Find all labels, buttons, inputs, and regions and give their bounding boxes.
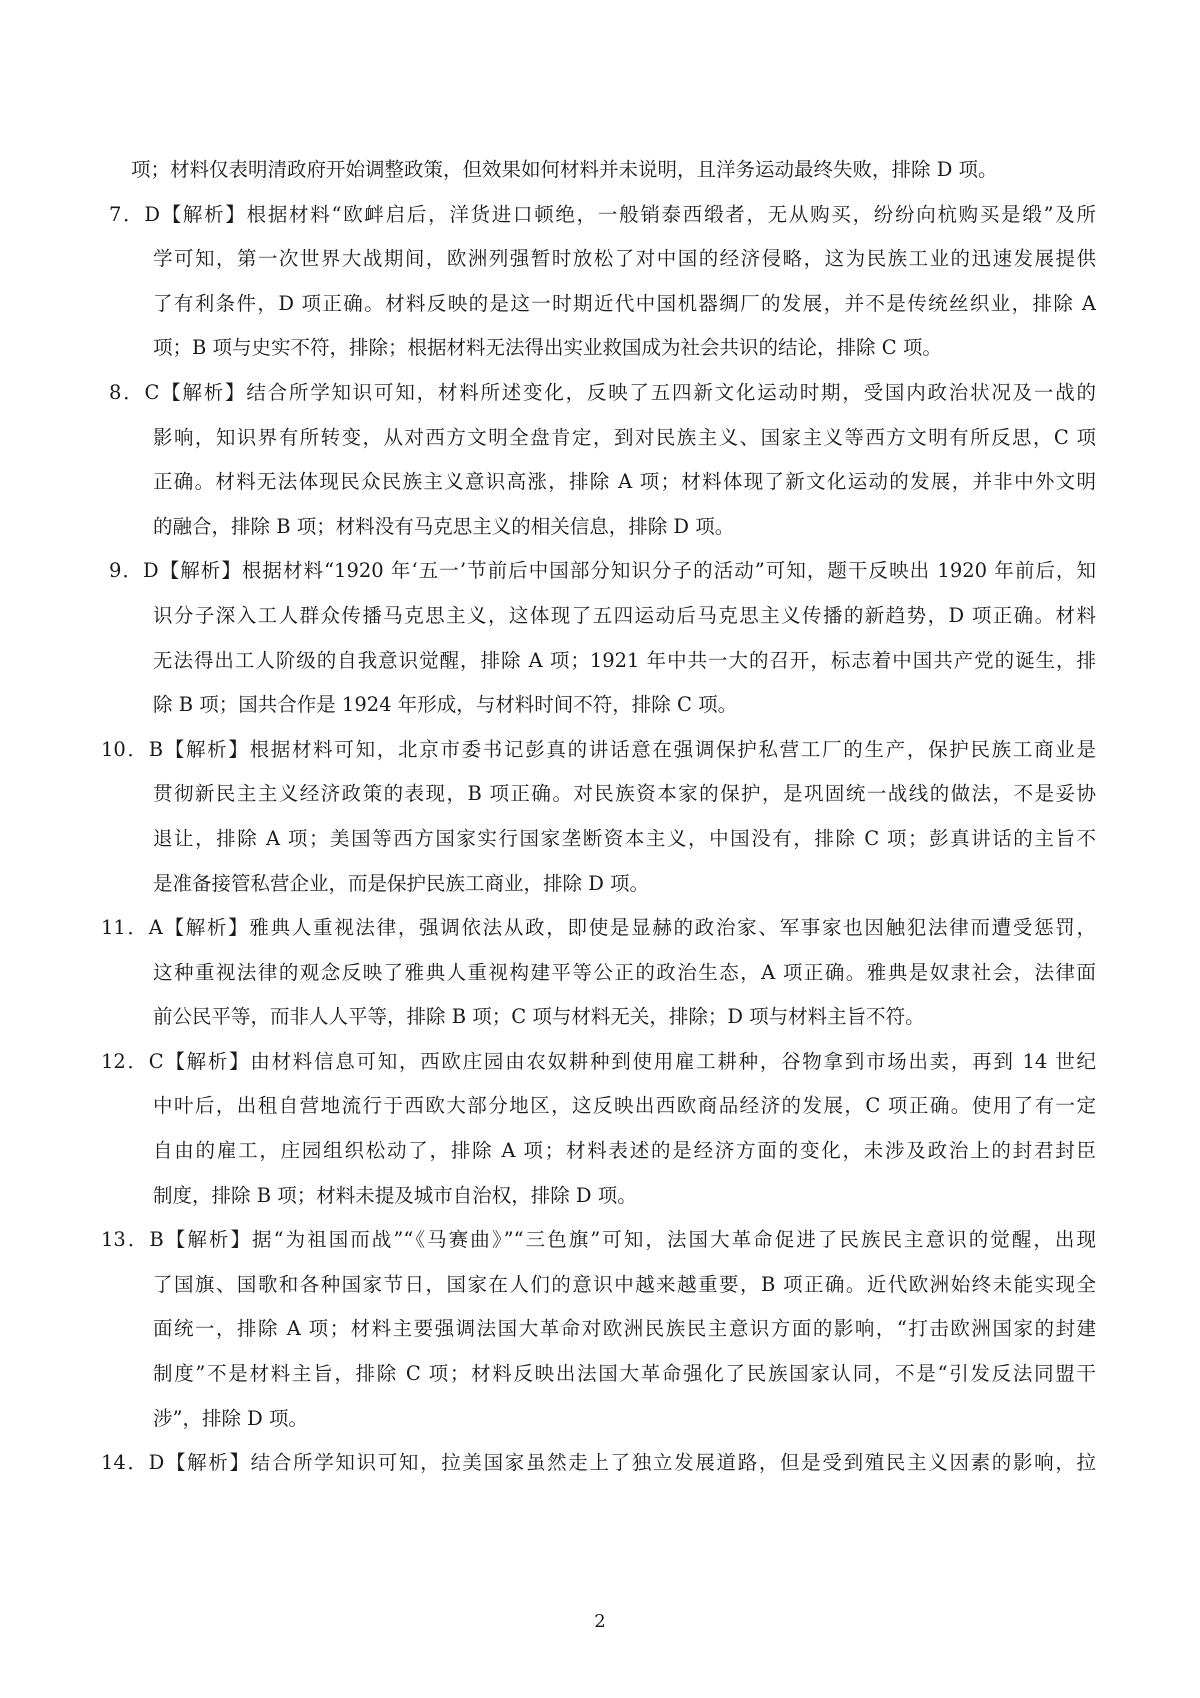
paragraph-line: 12．C【解析】由材料信息可知，西欧庄园由农奴耕种到使用雇工耕种，谷物拿到市场出卖，再到 14 世纪 bbox=[101, 1049, 1096, 1073]
paragraph-line: 正确。材料无法体现民众民族主义意识高涨，排除 A 项；材料体现了新文化运动的发展，并非中外文明 bbox=[153, 470, 1096, 494]
paragraph-line: 影响，知识界有所转变，从对西方文明全盘肯定，到对民族主义、国家主义等西方文明有所反思，C 项 bbox=[153, 425, 1096, 449]
paragraph-line: 了有利条件，D 项正确。材料反映的是这一时期近代中国机器绸厂的发展，并不是传统丝织业，排除 A bbox=[153, 291, 1096, 315]
paragraph-line: 10．B【解析】根据材料可知，北京市委书记彭真的讲话意在强调保护私营工厂的生产，保护民族工商业是 bbox=[101, 737, 1096, 761]
answer-item-13 bbox=[101, 1218, 1096, 1441]
page-number: 2 bbox=[594, 1611, 606, 1632]
paragraph-line: 无法得出工人阶级的自我意识觉醒，排除 A 项；1921 年中共一大的召开，标志着中国共产党的诞生，排 bbox=[153, 648, 1096, 672]
paragraph-line: 中叶后，出租自营地流行于西欧大部分地区，这反映出西欧商品经济的发展，C 项正确。使用了有一定 bbox=[153, 1094, 1096, 1118]
answer-item-11 bbox=[101, 906, 1096, 1040]
answer-item-14 bbox=[101, 1441, 1096, 1486]
paragraph-line: 识分子深入工人群众传播马克思主义，这体现了五四运动后马克思主义传播的新趋势，D 项正确。材料 bbox=[153, 603, 1096, 627]
paragraph-line: 13．B【解析】据“为祖国而战”“《马赛曲》”“三色旗”可知，法国大革命促进了民族民主意识的觉醒，出现 bbox=[101, 1228, 1096, 1252]
paragraph-line: 制度，排除 B 项；材料未提及城市自治权，排除 D 项。 bbox=[153, 1183, 637, 1207]
answer-item-12 bbox=[101, 1040, 1096, 1218]
paragraph-line: 是准备接管私营企业，而是保护民族工商业，排除 D 项。 bbox=[153, 871, 650, 895]
paragraph-line: 14．D【解析】结合所学知识可知，拉美国家虽然走上了独立发展道路，但是受到殖民主义因素的影响，拉 bbox=[101, 1451, 1096, 1475]
paragraph-line: 除 B 项；国共合作是 1924 年形成，与材料时间不符，排除 C 项。 bbox=[153, 693, 738, 717]
paragraph-line: 制度”不是材料主旨，排除 C 项；材料反映出法国大革命强化了民族国家认同，不是“引发反法同盟干 bbox=[153, 1362, 1096, 1386]
paragraph-line: 这种重视法律的观念反映了雅典人重视构建平等公正的政治生态，A 项正确。雅典是奴隶社会，法律面 bbox=[153, 960, 1096, 984]
paragraph-line: 面统一，排除 A 项；材料主要强调法国大革命对欧洲民族民主意识方面的影响，“打击欧洲国家的封建 bbox=[153, 1317, 1096, 1341]
paragraph-line: 前公民平等，而非人人平等，排除 B 项；C 项与材料无关，排除；D 项与材料主旨不符。 bbox=[153, 1005, 925, 1029]
answer-item-9 bbox=[109, 549, 1096, 727]
paragraph-line: 贯彻新民主主义经济政策的表现，B 项正确。对民族资本家的保护，是巩固统一战线的做法，不是妥协 bbox=[153, 782, 1096, 806]
paragraph-line: 学可知，第一次世界大战期间，欧洲列强暂时放松了对中国的经济侵略，这为民族工业的迅速发展提供 bbox=[153, 247, 1096, 271]
paragraph-line: 7．D【解析】根据材料“欧衅启后，洋货进口顿绝，一般销泰西缎者，无从购买，纷纷向杭购买是缎”及所 bbox=[109, 202, 1096, 226]
continued-paragraph: 项；材料仅表明清政府开始调整政策，但效果如何材料并未说明，且洋务运动最终失败，排除 D 项。 bbox=[131, 158, 998, 181]
paragraph-line: 11．A【解析】雅典人重视法律，强调依法从政，即使是显赫的政治家、军事家也因触犯法律而遭受惩罚， bbox=[101, 916, 1096, 940]
answer-item-10 bbox=[101, 728, 1096, 906]
paragraph-line: 8．C【解析】结合所学知识可知，材料所述变化，反映了五四新文化运动时期，受国内政治状况及一战的 bbox=[109, 380, 1096, 404]
answer-explanations bbox=[101, 148, 1096, 1486]
paragraph-line: 9．D【解析】根据材料“1920 年‘五一’节前后中国部分知识分子的活动”可知，题干反映出 1920 年前后，知 bbox=[109, 559, 1096, 583]
paragraph-line: 退让，排除 A 项；美国等西方国家实行国家垄断资本主义，中国没有，排除 C 项；彭真讲话的主旨不 bbox=[153, 826, 1096, 850]
answer-item-7 bbox=[109, 193, 1096, 371]
paragraph-line: 项；B 项与史实不符，排除；根据材料无法得出实业救国成为社会共识的结论，排除 C 项。 bbox=[153, 336, 942, 360]
paragraph-line: 的融合，排除 B 项；材料没有马克思主义的相关信息，排除 D 项。 bbox=[153, 514, 735, 538]
paragraph-line: 涉”，排除 D 项。 bbox=[153, 1406, 309, 1430]
paragraph-line: 了国旗、国歌和各种国家节日，国家在人们的意识中越来越重要，B 项正确。近代欧洲始终未能实现全 bbox=[153, 1272, 1096, 1296]
paragraph-line: 自由的雇工，庄园组织松动了，排除 A 项；材料表述的是经济方面的变化，未涉及政治上的封君封臣 bbox=[153, 1139, 1096, 1163]
answer-item-8 bbox=[109, 371, 1096, 549]
